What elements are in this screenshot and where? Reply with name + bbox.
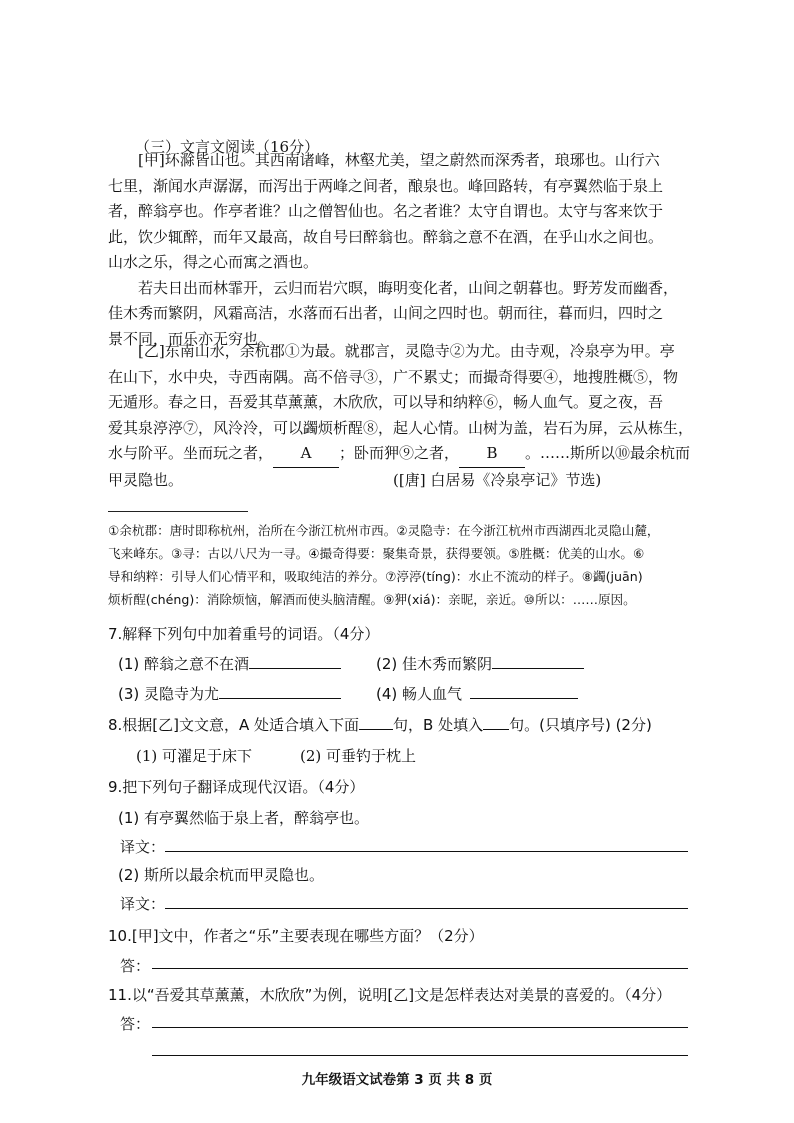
passage-line: 无遁形。春之日，吾爱其草薰薰，木欣欣，可以导和纳粹⑥，畅人血气。夏之夜，吾 <box>108 393 664 411</box>
passage-line-last <box>108 468 686 494</box>
passage-jia <box>108 148 686 352</box>
footnote-line: ①余杭郡：唐时即称杭州，治所在今浙江杭州市西。②灵隐寺：在今浙江杭州市西湖西北灵隐山麓， <box>108 523 660 538</box>
question-7: 7.解释下列句中加着重号的词语。（4分） <box>108 625 380 643</box>
passage-line: 在山下，水中央，寺西南隅。高不倍寻③，广不累丈；而撮奇得要④，地搜胜概⑤，物 <box>108 367 679 386</box>
question-8 <box>108 714 652 735</box>
answer-label: 答： <box>120 1015 151 1033</box>
q7-item-text: (3) 灵隐寺为尤 <box>118 685 220 703</box>
q7-item-4 <box>376 683 578 704</box>
footnote-line: 烦析酲(chéng)：消除烦恼，解酒而使头脑清醒。⑨狎(xiá)：亲昵，亲近。⑩所以：……原因。 <box>108 592 636 607</box>
passage-line-with-blanks <box>108 441 691 468</box>
source-citation: ([唐] 白居易《冷泉亭记》节选) <box>393 470 602 489</box>
q7-item-2 <box>376 653 584 674</box>
passage-text: 水与阶平。坐而玩之者， <box>108 444 274 462</box>
passage-line: 若夫日出而林霏开，云归而岩穴暝，晦明变化者，山间之朝暮也。野芳发而幽香， <box>138 278 679 297</box>
footnote-line: 导和纳粹：引导人们心情平和，吸取纯洁的养分。⑦渟渟(tíng)：水止不流动的样子。⑧蠲(juān) <box>108 569 643 584</box>
passage-line: 此，饮少辄醉，而年又最高，故自号曰醉翁也。醉翁之意不在酒，在乎山水之间也。 <box>108 227 664 246</box>
passage-line: [乙]东南山水，余杭郡①为最。就郡言，灵隐寺②为尤。由寺观，冷泉亭为甲。亭 <box>138 342 675 360</box>
page-footer: 九年级语文试卷第 3 页 共 8 页 <box>301 1072 493 1088</box>
q8-option-1: (1) 可濯足于床下 <box>136 747 253 765</box>
answer-blank[interactable] <box>219 684 341 699</box>
passage-line: 景不同，而乐亦无穷也。 <box>108 329 274 348</box>
question-text: 8.根据[乙]文文意，A 处适合填入下面 <box>108 716 360 734</box>
passage-text: ；卧而狎⑨之者， <box>339 444 460 462</box>
answer-blank[interactable] <box>249 654 341 669</box>
q7-item-3 <box>118 683 341 704</box>
q7-item-text: (4) 畅人血气 <box>376 685 463 703</box>
answer-blank[interactable] <box>470 684 578 699</box>
q7-item-1 <box>118 653 341 674</box>
answer-line[interactable] <box>165 851 688 852</box>
answer-blank[interactable] <box>492 654 584 669</box>
question-11: 11.以“吾爱其草薰薰，木欣欣”为例，说明[乙]文是怎样表达对美景的喜爱的。（4分） <box>108 986 672 1004</box>
q9-item-2: (2) 斯所以最余杭而甲灵隐也。 <box>118 866 325 884</box>
q9-item-1: (1) 有亭翼然临于泉上者，醉翁亭也。 <box>118 809 370 827</box>
answer-blank[interactable] <box>483 715 509 730</box>
passage-line: 佳木秀而繁阴，风霜高洁，水落而石出者，山间之四时也。朝而往，暮而归，四时之 <box>108 304 664 322</box>
passage-line: 者，醉翁亭也。作亭者谁？山之僧智仙也。名之者谁？太守自谓也。太守与客来饮于 <box>108 202 664 220</box>
answer-line[interactable] <box>152 1055 688 1056</box>
answer-blank[interactable] <box>359 715 393 730</box>
question-9: 9.把下列句子翻译成现代汉语。（4分） <box>108 778 365 796</box>
passage-line: [甲]环滁皆山也。其西南诸峰，林壑尤美，望之蔚然而深秀者，琅琊也。山行六 <box>138 151 660 169</box>
footnotes <box>108 519 688 611</box>
q7-item-text: (2) 佳木秀而繁阴 <box>376 655 493 673</box>
passage-line: 七里，渐闻水声潺潺，而泻出于两峰之间者，酿泉也。峰回路转，有亭翼然临于泉上 <box>108 176 664 195</box>
translation-label: 译文： <box>120 895 166 913</box>
footnote-divider <box>108 511 248 512</box>
answer-line[interactable] <box>152 1027 688 1028</box>
section-title: （三）文言文阅读（16分） <box>135 138 320 156</box>
passage-line: 爱其泉渟渟⑦，风泠泠，可以蠲烦析酲⑧，起人心情。山树为盖，岩石为屏，云从栋生， <box>108 418 694 437</box>
passage-text: 。……斯所以⑩最余杭而 <box>525 444 691 462</box>
passage-text: 甲灵隐也。 <box>108 470 184 489</box>
translation-label: 译文： <box>120 838 166 856</box>
footnote-line: 飞来峰东。③寻：古以八尺为一寻。④撮奇得要：聚集奇景，获得要领。⑤胜概：优美的山水。⑥ <box>108 546 645 561</box>
question-text: 句。(只填序号) (2分) <box>509 716 652 734</box>
answer-line[interactable] <box>152 968 688 969</box>
answer-line[interactable] <box>165 908 688 909</box>
q8-option-2: (2) 可垂钓于枕上 <box>300 747 417 765</box>
passage-line: 山水之乐，得之心而寓之酒也。 <box>108 253 319 271</box>
blank-b: B <box>459 441 525 468</box>
blank-a: A <box>273 441 339 468</box>
answer-label: 答： <box>120 957 151 975</box>
q7-item-text: (1) 醉翁之意不在酒 <box>118 655 250 673</box>
question-10: 10.[甲]文中，作者之“乐”主要表现在哪些方面？（2分） <box>108 927 484 945</box>
passage-yi <box>108 339 694 493</box>
question-text: 句，B 处填入 <box>393 716 484 734</box>
